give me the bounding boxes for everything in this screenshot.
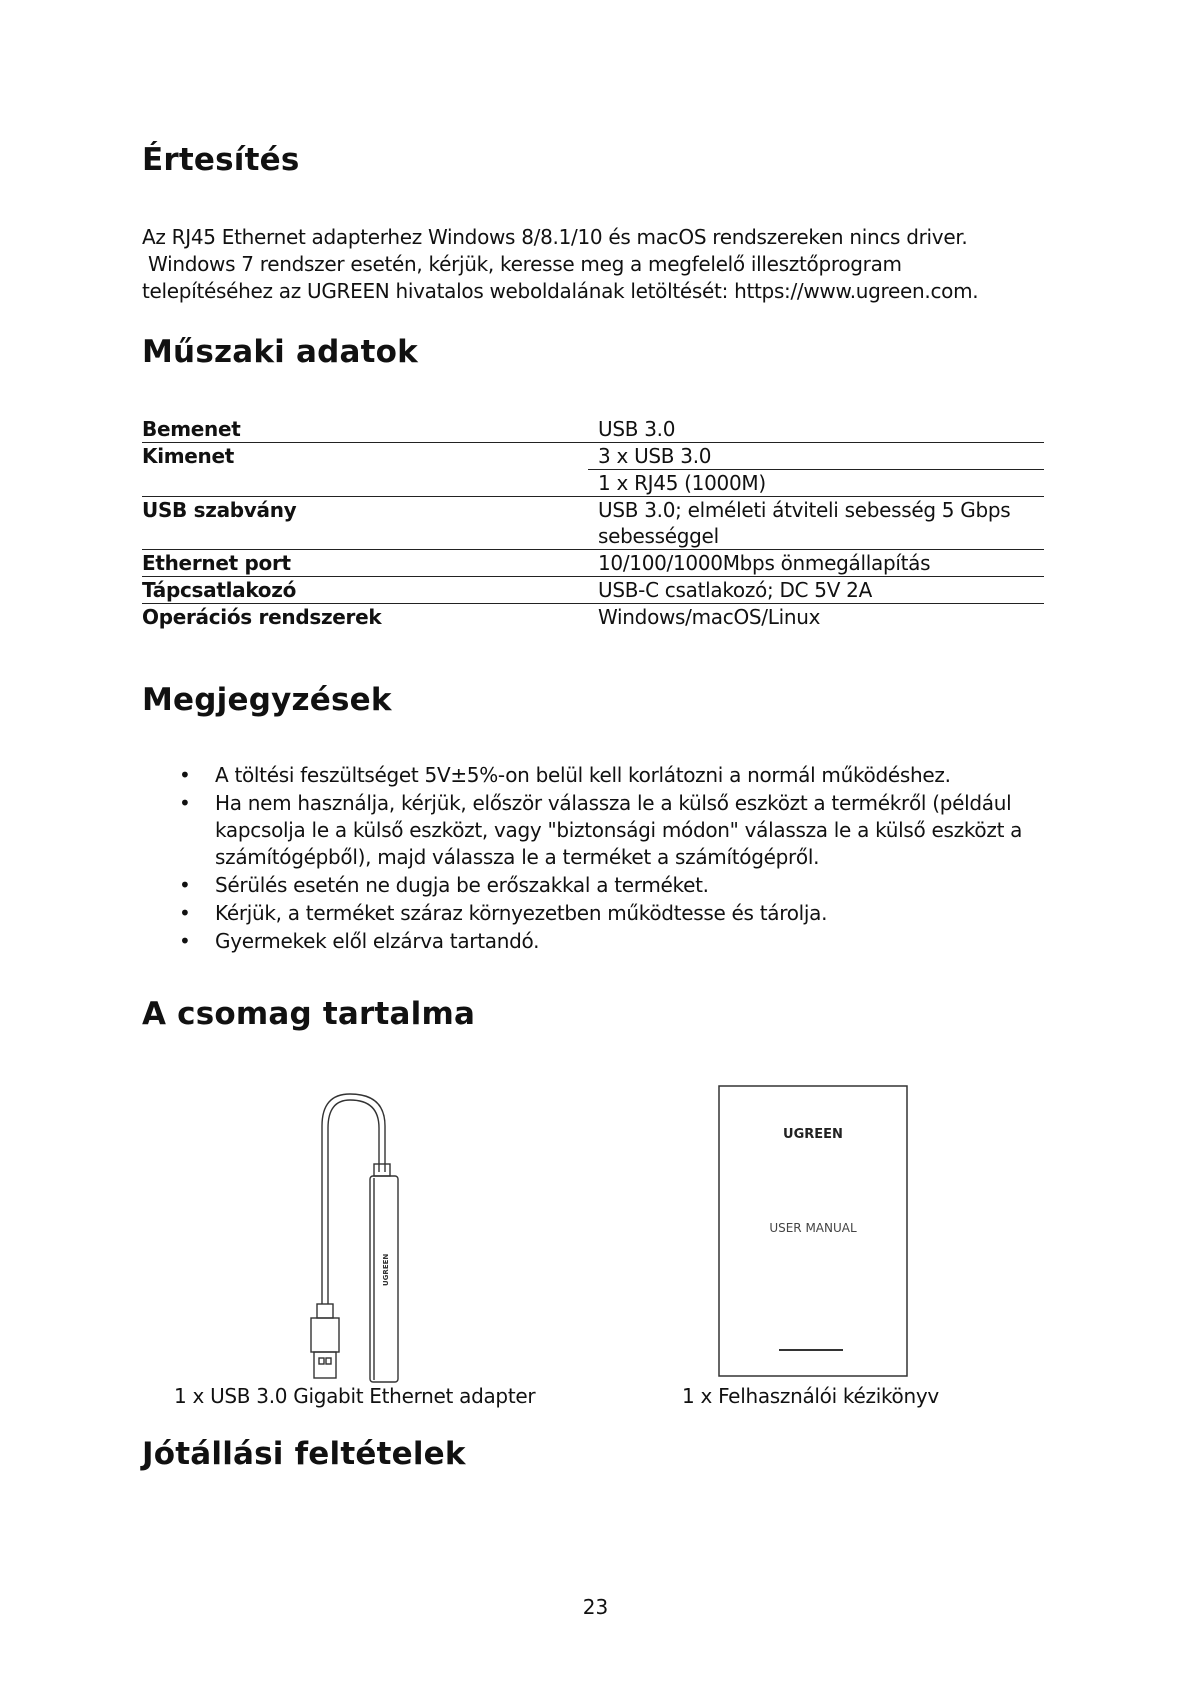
user-manual-illustration [717,1084,911,1380]
package-heading: A csomag tartalma [142,996,476,1032]
spec-key: Kimenet [142,444,235,468]
notes-list [142,762,1062,956]
adapter-brand-label: UGREEN [382,1253,390,1286]
notice-heading: Értesítés [142,142,300,178]
spec-value: USB 3.0; elméleti átviteli sebesség 5 Gbps [598,498,1011,522]
spec-row [142,443,1044,470]
page-number: 23 [582,1595,609,1619]
list-item: • A töltési feszültséget 5V±5%-on belül kell korlátozni a normál működéshez. [142,762,1062,789]
list-item: • Gyermekek elől elzárva tartandó. [142,928,1062,955]
adapter-caption: 1 x USB 3.0 Gigabit Ethernet adapter [174,1384,536,1408]
spec-row [142,470,1044,497]
spec-value: 10/100/1000Mbps önmegállapítás [588,550,1044,577]
spec-row [142,523,1044,550]
notice-line: telepítéséhez az UGREEN hivatalos weboldalának letöltését: https://www.ugreen.com. [142,279,979,303]
spec-key: USB szabvány [142,498,297,522]
spec-row [142,416,1044,443]
notice-paragraph [142,224,1042,305]
spec-value: USB-C csatlakozó; DC 5V 2A [588,577,1044,604]
spec-value: USB 3.0 [588,416,1044,443]
spec-key: Bemenet [142,416,588,443]
notice-line: Az RJ45 Ethernet adapterhez Windows 8/8.1/10 és macOS rendszereken nincs driver. [142,225,968,249]
manual-caption: 1 x Felhasználói kézikönyv [682,1384,939,1408]
warranty-heading: Jótállási feltételek [142,1436,466,1472]
list-item: • Sérülés esetén ne dugja be erőszakkal a terméket. [142,872,1062,899]
usb-adapter-illustration [290,1086,440,1386]
spec-value: sebességgel [588,523,1044,550]
notice-line: Windows 7 rendszer esetén, kérjük, keresse meg a megfelelő illesztőprogram [142,252,902,276]
list-item: • Kérjük, a terméket száraz környezetben működtesse és tárolja. [142,900,1062,927]
usb-adapter-icon [290,1086,440,1386]
spec-row [142,550,1044,577]
spec-key: Operációs rendszerek [142,605,382,629]
manual-book-icon [717,1084,911,1380]
spec-key [142,470,588,497]
spec-value: Windows/macOS/Linux [598,605,821,629]
spec-key: Ethernet port [142,550,588,577]
spec-value: 3 x USB 3.0 [588,443,1044,470]
spec-key: Tápcsatlakozó [142,577,588,604]
spec-row [142,497,1044,524]
spec-key [142,523,588,550]
manual-brand-label: UGREEN [783,1127,843,1142]
specs-table [142,416,1044,630]
list-item: • Ha nem használja, kérjük, először válassza le a külső eszközt a termékről (például kapcsolja le a külső eszközt, vagy "biztonsági módon" válassza le a külső eszközt a számítógépből), majd válassza le a terméket a számítógépről. [142,790,1062,871]
manual-title-label: USER MANUAL [769,1221,857,1235]
spec-row [142,604,1044,631]
spec-row [142,577,1044,604]
notes-heading: Megjegyzések [142,682,392,718]
specs-heading: Műszaki adatok [142,334,418,370]
spec-value: 1 x RJ45 (1000M) [588,470,1044,497]
